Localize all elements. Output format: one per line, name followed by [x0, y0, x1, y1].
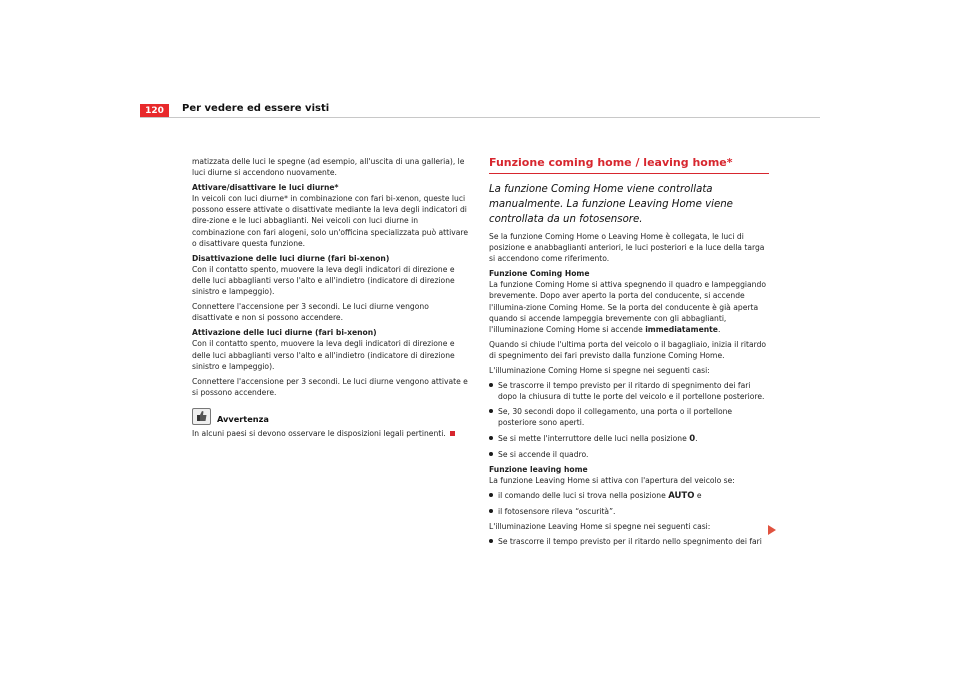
note-title: Avvertenza: [217, 413, 269, 424]
light-switch-zero-icon: 0: [689, 433, 696, 444]
intro-paragraph: matizzata delle luci le spegne (ad esempio, all'uscita di una galleria), le luci diurne si accendono nuovamente.: [192, 157, 465, 178]
list-item-text: il comando delle luci si trova nella posizione: [498, 490, 666, 500]
continue-arrow-icon: [768, 525, 776, 535]
heading-activation: Attivazione delle luci diurne (fari bi-xenon): [192, 328, 377, 338]
punctuation: .: [717, 324, 721, 334]
page-number: 120: [140, 104, 169, 118]
list-item: Se si accende il quadro.: [489, 449, 769, 460]
paragraph: Connettere l'accensione per 3 secondi. Le luci diurne vengono disattivate e non si possono accendere.: [192, 302, 429, 323]
section-title: Funzione coming home / leaving home*: [489, 156, 769, 174]
paragraph: Con il contatto spento, muovere la leva degli indicatori di direzione e delle luci abbaglianti verso l'alto e all'indietro (indicatore di direzione sinistro e lampeggio).: [192, 339, 455, 371]
paragraph: La funzione Leaving Home si attiva con l'apertura del veicolo se:: [489, 475, 735, 485]
heading-coming-home: Funzione Coming Home: [489, 269, 590, 279]
punctuation: .: [695, 433, 698, 443]
section-end-marker: [450, 431, 455, 436]
paragraph: L'illuminazione Coming Home si spegne nei seguenti casi:: [489, 366, 710, 376]
list-item-text: Se si mette l'interruttore delle luci nella posizione: [498, 433, 687, 443]
paragraph: Con il contatto spento, muovere la leva degli indicatori di direzione e delle luci abbaglianti verso l'alto e all'indietro (indicatore di direzione sinistro e lampeggio).: [192, 264, 455, 297]
paragraph: Connettere l'accensione per 3 secondi. Le luci diurne vengono attivate e si possono accendere.: [192, 376, 468, 397]
note-icon: [192, 408, 211, 425]
paragraph-text: La funzione Coming Home si attiva spegnendo il quadro e lampeggiando brevemente. Dopo aver aperto la porta del conducente, si accende l'illumina-zione Coming Home. Se la porta del conducente è già aperta quando si accende lampeggia brevemente con gli abbaglianti, l'illuminazione Coming Home si accende: [489, 280, 766, 334]
paragraph: L'illuminazione Leaving Home si spegne nei seguenti casi:: [489, 522, 711, 532]
heading-daytime-lights: Attivare/disattivare le luci diurne*: [192, 183, 339, 193]
note-text-content: In alcuni paesi si devono osservare le disposizioni legali pertinenti.: [192, 428, 446, 438]
list-item: il fotosensore rileva “oscurità”.: [489, 506, 769, 517]
right-column: [489, 156, 769, 551]
list-item: Se, 30 secondi dopo il collegamento, una porta o il portellone posteriore sono aperti.: [489, 406, 769, 428]
note-header: [192, 408, 470, 425]
paragraph: Se la funzione Coming Home o Leaving Home è collegata, le luci di posizione e anabbaglianti anteriori, le luci posteriori e la luce della targa si accendono come riferimento.: [489, 232, 765, 264]
list-item: [489, 433, 769, 445]
page-header-title: Per vedere ed essere visti: [182, 103, 330, 114]
list-item: Se trascorre il tempo previsto per il ritardo nello spegnimento dei fari: [489, 536, 769, 547]
header-divider: [140, 117, 820, 118]
lead-paragraph: La funzione Coming Home viene controllata manualmente. La funzione Leaving Home viene controllata da un fotosensore.: [489, 184, 733, 225]
paragraph: In veicoli con luci diurne* in combinazione con fari bi-xenon, queste luci possono essere attivate o disattivate mediante la leva degli indicatori di dire-zione e le luci abbaglianti. Nei veicoli con luci diurne in combinazione con fari alogeni, solo un'officina specializzata può attivare o disattivare questa funzione.: [192, 194, 469, 248]
auto-light-icon: AUTO: [668, 490, 695, 501]
left-column: [192, 156, 470, 443]
note-text: [192, 428, 470, 439]
list-item-text: e: [696, 490, 702, 500]
list-item: [489, 490, 769, 502]
paragraph: Quando si chiude l'ultima porta del veicolo o il bagagliaio, inizia il ritardo di spegnimento dei fari previsto dalla funzione Coming Home.: [489, 339, 767, 360]
emphasis-text: immediatamente: [645, 324, 718, 334]
heading-deactivation: Disattivazione delle luci diurne (fari bi-xenon): [192, 253, 390, 263]
list-item: Se trascorre il tempo previsto per il ritardo di spegnimento dei fari dopo la chiusura di tutte le porte del veicolo e il portellone posteriore.: [489, 380, 769, 402]
heading-leaving-home: Funzione leaving home: [489, 464, 588, 474]
paragraph: [489, 279, 769, 334]
